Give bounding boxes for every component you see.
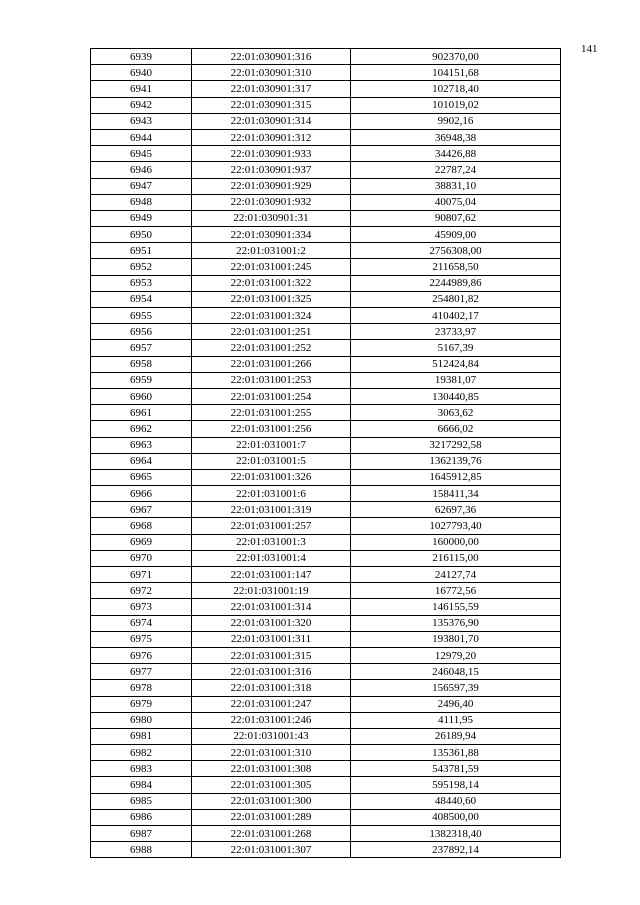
cadastral-number-cell: 22:01:031001:310 (192, 745, 351, 761)
row-number-cell: 6961 (91, 405, 192, 421)
row-number-cell: 6954 (91, 291, 192, 307)
table-row (91, 49, 561, 65)
row-number-cell: 6985 (91, 793, 192, 809)
value-cell: 102718,40 (351, 81, 561, 97)
value-cell: 6666,02 (351, 421, 561, 437)
row-number-cell: 6987 (91, 826, 192, 842)
table-row (91, 178, 561, 194)
cadastral-number-cell: 22:01:031001:308 (192, 761, 351, 777)
value-cell: 254801,82 (351, 291, 561, 307)
row-number-cell: 6957 (91, 340, 192, 356)
row-number-cell: 6946 (91, 162, 192, 178)
table-row (91, 647, 561, 663)
row-number-cell: 6974 (91, 615, 192, 631)
cadastral-number-cell: 22:01:031001:5 (192, 453, 351, 469)
value-cell: 512424,84 (351, 356, 561, 372)
row-number-cell: 6969 (91, 534, 192, 550)
value-cell: 19381,07 (351, 372, 561, 388)
cadastral-number-cell: 22:01:031001:324 (192, 308, 351, 324)
table-row (91, 842, 561, 858)
cadastral-number-cell: 22:01:030901:937 (192, 162, 351, 178)
cadastral-number-cell: 22:01:030901:314 (192, 113, 351, 129)
cadastral-number-cell: 22:01:030901:334 (192, 227, 351, 243)
row-number-cell: 6972 (91, 583, 192, 599)
row-number-cell: 6948 (91, 194, 192, 210)
row-number-cell: 6975 (91, 631, 192, 647)
value-cell: 146155,59 (351, 599, 561, 615)
row-number-cell: 6979 (91, 696, 192, 712)
cadastral-number-cell: 22:01:031001:246 (192, 712, 351, 728)
cadastral-number-cell: 22:01:031001:3 (192, 534, 351, 550)
row-number-cell: 6953 (91, 275, 192, 291)
cadastral-number-cell: 22:01:031001:251 (192, 324, 351, 340)
table-row (91, 324, 561, 340)
row-number-cell: 6980 (91, 712, 192, 728)
cadastral-number-cell: 22:01:031001:326 (192, 469, 351, 485)
row-number-cell: 6968 (91, 518, 192, 534)
cadastral-number-cell: 22:01:031001:319 (192, 502, 351, 518)
table-row (91, 275, 561, 291)
table-row (91, 227, 561, 243)
table-row (91, 210, 561, 226)
value-cell: 135361,88 (351, 745, 561, 761)
row-number-cell: 6958 (91, 356, 192, 372)
value-cell: 543781,59 (351, 761, 561, 777)
cadastral-number-cell: 22:01:031001:254 (192, 388, 351, 404)
value-cell: 24127,74 (351, 567, 561, 583)
row-number-cell: 6963 (91, 437, 192, 453)
table-row (91, 518, 561, 534)
row-number-cell: 6981 (91, 728, 192, 744)
row-number-cell: 6966 (91, 486, 192, 502)
table-row (91, 502, 561, 518)
value-cell: 1027793,40 (351, 518, 561, 534)
table-row (91, 809, 561, 825)
value-cell: 410402,17 (351, 308, 561, 324)
cadastral-number-cell: 22:01:030901:932 (192, 194, 351, 210)
table-row (91, 97, 561, 113)
value-cell: 36948,38 (351, 129, 561, 145)
row-number-cell: 6940 (91, 65, 192, 81)
value-cell: 2756308,00 (351, 243, 561, 259)
value-cell: 48440,60 (351, 793, 561, 809)
value-cell: 130440,85 (351, 388, 561, 404)
value-cell: 595198,14 (351, 777, 561, 793)
value-cell: 12979,20 (351, 647, 561, 663)
table-row (91, 243, 561, 259)
cadastral-number-cell: 22:01:031001:253 (192, 372, 351, 388)
table-row (91, 113, 561, 129)
value-cell: 90807,62 (351, 210, 561, 226)
row-number-cell: 6964 (91, 453, 192, 469)
table-row (91, 664, 561, 680)
value-cell: 1645912,85 (351, 469, 561, 485)
cadastral-value-table (90, 48, 561, 858)
row-number-cell: 6949 (91, 210, 192, 226)
value-cell: 38831,10 (351, 178, 561, 194)
cadastral-number-cell: 22:01:031001:300 (192, 793, 351, 809)
cadastral-table-container (90, 48, 561, 858)
table-row (91, 680, 561, 696)
table-row (91, 486, 561, 502)
page-number: 141 (581, 43, 598, 55)
cadastral-number-cell: 22:01:031001:257 (192, 518, 351, 534)
table-row (91, 340, 561, 356)
value-cell: 62697,36 (351, 502, 561, 518)
row-number-cell: 6955 (91, 308, 192, 324)
value-cell: 160000,00 (351, 534, 561, 550)
value-cell: 2496,40 (351, 696, 561, 712)
cadastral-number-cell: 22:01:031001:289 (192, 809, 351, 825)
table-row (91, 777, 561, 793)
value-cell: 45909,00 (351, 227, 561, 243)
table-row (91, 146, 561, 162)
cadastral-number-cell: 22:01:030901:315 (192, 97, 351, 113)
table-row (91, 81, 561, 97)
value-cell: 408500,00 (351, 809, 561, 825)
table-row (91, 388, 561, 404)
row-number-cell: 6944 (91, 129, 192, 145)
row-number-cell: 6956 (91, 324, 192, 340)
cadastral-number-cell: 22:01:031001:305 (192, 777, 351, 793)
row-number-cell: 6965 (91, 469, 192, 485)
value-cell: 40075,04 (351, 194, 561, 210)
value-cell: 3063,62 (351, 405, 561, 421)
row-number-cell: 6939 (91, 49, 192, 65)
table-row (91, 761, 561, 777)
cadastral-number-cell: 22:01:031001:43 (192, 728, 351, 744)
table-row (91, 469, 561, 485)
row-number-cell: 6947 (91, 178, 192, 194)
value-cell: 237892,14 (351, 842, 561, 858)
value-cell: 4111,95 (351, 712, 561, 728)
table-row (91, 129, 561, 145)
cadastral-number-cell: 22:01:031001:322 (192, 275, 351, 291)
value-cell: 158411,34 (351, 486, 561, 502)
cadastral-number-cell: 22:01:031001:19 (192, 583, 351, 599)
value-cell: 902370,00 (351, 49, 561, 65)
cadastral-number-cell: 22:01:030901:310 (192, 65, 351, 81)
cadastral-number-cell: 22:01:031001:2 (192, 243, 351, 259)
cadastral-number-cell: 22:01:031001:4 (192, 550, 351, 566)
value-cell: 211658,50 (351, 259, 561, 275)
table-row (91, 826, 561, 842)
value-cell: 216115,00 (351, 550, 561, 566)
value-cell: 135376,90 (351, 615, 561, 631)
table-row (91, 728, 561, 744)
cadastral-number-cell: 22:01:030901:929 (192, 178, 351, 194)
table-row (91, 194, 561, 210)
cadastral-number-cell: 22:01:031001:325 (192, 291, 351, 307)
value-cell: 2244989,86 (351, 275, 561, 291)
cadastral-number-cell: 22:01:030901:31 (192, 210, 351, 226)
row-number-cell: 6988 (91, 842, 192, 858)
table-row (91, 631, 561, 647)
row-number-cell: 6951 (91, 243, 192, 259)
row-number-cell: 6960 (91, 388, 192, 404)
table-body (91, 49, 561, 858)
cadastral-number-cell: 22:01:031001:320 (192, 615, 351, 631)
table-row (91, 599, 561, 615)
cadastral-number-cell: 22:01:030901:312 (192, 129, 351, 145)
value-cell: 193801,70 (351, 631, 561, 647)
cadastral-number-cell: 22:01:031001:256 (192, 421, 351, 437)
table-row (91, 372, 561, 388)
cadastral-number-cell: 22:01:031001:147 (192, 567, 351, 583)
row-number-cell: 6943 (91, 113, 192, 129)
table-row (91, 453, 561, 469)
cadastral-number-cell: 22:01:031001:6 (192, 486, 351, 502)
table-row (91, 793, 561, 809)
row-number-cell: 6973 (91, 599, 192, 615)
row-number-cell: 6962 (91, 421, 192, 437)
row-number-cell: 6982 (91, 745, 192, 761)
cadastral-number-cell: 22:01:031001:245 (192, 259, 351, 275)
row-number-cell: 6945 (91, 146, 192, 162)
cadastral-number-cell: 22:01:031001:311 (192, 631, 351, 647)
row-number-cell: 6976 (91, 647, 192, 663)
table-row (91, 259, 561, 275)
value-cell: 22787,24 (351, 162, 561, 178)
table-row (91, 534, 561, 550)
row-number-cell: 6952 (91, 259, 192, 275)
value-cell: 1362139,76 (351, 453, 561, 469)
cadastral-number-cell: 22:01:031001:268 (192, 826, 351, 842)
table-row (91, 712, 561, 728)
cadastral-number-cell: 22:01:031001:266 (192, 356, 351, 372)
cadastral-number-cell: 22:01:031001:7 (192, 437, 351, 453)
row-number-cell: 6942 (91, 97, 192, 113)
row-number-cell: 6970 (91, 550, 192, 566)
cadastral-number-cell: 22:01:031001:247 (192, 696, 351, 712)
table-row (91, 65, 561, 81)
cadastral-number-cell: 22:01:031001:316 (192, 664, 351, 680)
table-row (91, 291, 561, 307)
row-number-cell: 6986 (91, 809, 192, 825)
table-row (91, 615, 561, 631)
value-cell: 101019,02 (351, 97, 561, 113)
table-row (91, 550, 561, 566)
value-cell: 34426,88 (351, 146, 561, 162)
value-cell: 1382318,40 (351, 826, 561, 842)
cadastral-number-cell: 22:01:030901:933 (192, 146, 351, 162)
cadastral-number-cell: 22:01:031001:255 (192, 405, 351, 421)
table-row (91, 162, 561, 178)
value-cell: 23733,97 (351, 324, 561, 340)
cadastral-number-cell: 22:01:030901:316 (192, 49, 351, 65)
cadastral-number-cell: 22:01:031001:315 (192, 647, 351, 663)
row-number-cell: 6941 (91, 81, 192, 97)
row-number-cell: 6984 (91, 777, 192, 793)
value-cell: 26189,94 (351, 728, 561, 744)
cadastral-number-cell: 22:01:031001:314 (192, 599, 351, 615)
table-row (91, 437, 561, 453)
row-number-cell: 6977 (91, 664, 192, 680)
cadastral-number-cell: 22:01:031001:318 (192, 680, 351, 696)
table-row (91, 421, 561, 437)
cadastral-number-cell: 22:01:031001:307 (192, 842, 351, 858)
cadastral-number-cell: 22:01:031001:252 (192, 340, 351, 356)
row-number-cell: 6971 (91, 567, 192, 583)
value-cell: 246048,15 (351, 664, 561, 680)
value-cell: 5167,39 (351, 340, 561, 356)
table-row (91, 308, 561, 324)
value-cell: 156597,39 (351, 680, 561, 696)
table-row (91, 583, 561, 599)
table-row (91, 405, 561, 421)
row-number-cell: 6959 (91, 372, 192, 388)
table-row (91, 356, 561, 372)
table-row (91, 696, 561, 712)
table-row (91, 745, 561, 761)
value-cell: 9902,16 (351, 113, 561, 129)
row-number-cell: 6950 (91, 227, 192, 243)
row-number-cell: 6967 (91, 502, 192, 518)
value-cell: 16772,56 (351, 583, 561, 599)
row-number-cell: 6978 (91, 680, 192, 696)
row-number-cell: 6983 (91, 761, 192, 777)
cadastral-number-cell: 22:01:030901:317 (192, 81, 351, 97)
value-cell: 104151,68 (351, 65, 561, 81)
value-cell: 3217292,58 (351, 437, 561, 453)
table-row (91, 567, 561, 583)
